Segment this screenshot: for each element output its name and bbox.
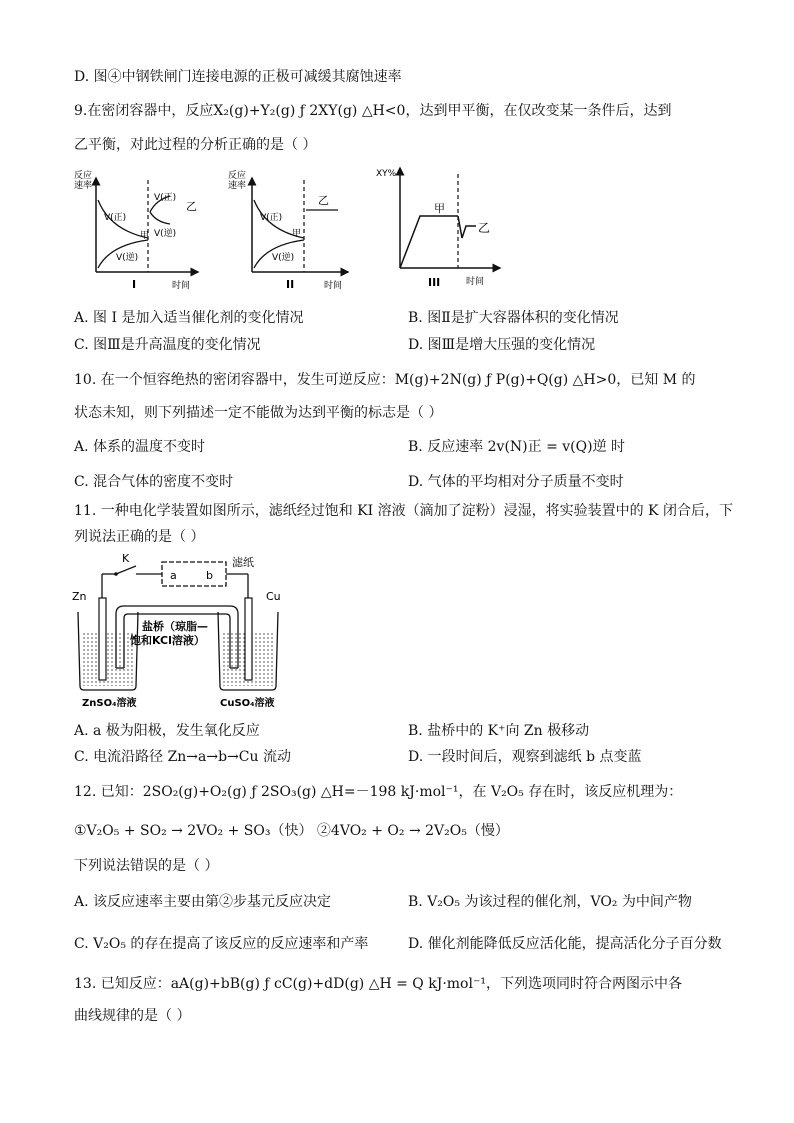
svg-text:V(逆): V(逆) — [272, 253, 295, 263]
svg-text:盐桥（琼脂—: 盐桥（琼脂— — [142, 620, 208, 633]
svg-text:Cu: Cu — [266, 590, 281, 603]
svg-text:Zn: Zn — [72, 590, 87, 603]
svg-text:CuSO₄溶液: CuSO₄溶液 — [220, 698, 275, 709]
q9-figure-3 — [370, 160, 510, 295]
svg-text:ZnSO₄溶液: ZnSO₄溶液 — [82, 698, 137, 709]
q9-option-c: C. 图Ⅲ是升高温度的变化情况 — [74, 337, 261, 353]
svg-text:V(正): V(正) — [260, 213, 283, 223]
q11-stem-line1: 11. 一种电化学装置如图所示，滤纸经过饱和 KI 溶液（滴加了淀粉）浸湿，将实验装置中的 K 闭合后，下 — [74, 503, 733, 519]
q8-option-d: D. 图④中钢铁闸门连接电源的正极可减缓其腐蚀速率 — [74, 69, 402, 85]
svg-text:乙: 乙 — [318, 194, 329, 207]
q9-figure-2 — [226, 160, 356, 295]
svg-text:b: b — [206, 569, 213, 582]
svg-text:V(逆): V(逆) — [116, 253, 139, 263]
svg-text:速率: 速率 — [228, 181, 247, 191]
q9-stem-line2: 乙平衡，对此过程的分析正确的是（ ） — [74, 137, 317, 153]
q12-stem-line2: 下列说法错误的是（ ） — [74, 858, 219, 874]
svg-text:时间: 时间 — [466, 277, 485, 287]
q10-stem-line1: 10. 在一个恒容绝热的密闭容器中，发生可逆反应：M(g)+2N(g) ƒ P(g)+Q(g) △H>0，已知 M 的 — [74, 372, 696, 388]
svg-text:甲: 甲 — [292, 229, 302, 239]
svg-text:V(正): V(正) — [154, 193, 177, 203]
svg-text:时间: 时间 — [324, 281, 343, 291]
q12-option-d: D. 催化剂能降低反应活化能，提高活化分子百分数 — [408, 936, 722, 952]
svg-text:乙: 乙 — [186, 200, 197, 213]
svg-text:甲: 甲 — [434, 202, 445, 215]
q10-option-a: A. 体系的温度不变时 — [74, 439, 206, 455]
svg-text:甲: 甲 — [140, 231, 150, 241]
q11-option-d: D. 一段时间后，观察到滤纸 b 点变蓝 — [408, 749, 642, 765]
svg-text:滤纸: 滤纸 — [232, 556, 254, 569]
q9-stem-line1: 9.在密闭容器中，反应X₂(g)+Y₂(g) ƒ 2XY(g) △H<0，达到甲平衡，在仅改变某一条件后，达到 — [74, 103, 672, 119]
svg-text:I: I — [132, 278, 137, 291]
q9-option-a: A. 图 I 是加入适当催化剂的变化情况 — [74, 310, 304, 326]
svg-text:反应: 反应 — [228, 171, 247, 181]
q12-option-c: C. V₂O₅ 的存在提高了该反应的反应速率和产率 — [74, 936, 369, 952]
svg-text:K: K — [122, 552, 130, 565]
svg-text:V(逆): V(逆) — [154, 229, 177, 239]
svg-text:III: III — [428, 276, 441, 289]
q10-option-c: C. 混合气体的密度不变时 — [74, 474, 234, 490]
q10-stem-line2: 状态未知，则下列描述一定不能做为达到平衡的标志是（ ） — [74, 405, 443, 421]
q13-stem-line2: 曲线规律的是（ ） — [74, 1008, 191, 1024]
q11-option-a: A. a 极为阳极，发生氧化反应 — [74, 723, 260, 739]
svg-text:V(正): V(正) — [104, 213, 127, 223]
svg-text:饱和KCl溶液）: 饱和KCl溶液） — [130, 634, 205, 647]
q10-option-d: D. 气体的平均相对分子质量不变时 — [408, 474, 624, 490]
q12-option-a: A. 该反应速率主要由第②步基元反应决定 — [74, 894, 332, 910]
q11-stem-line2: 列说法正确的是（ ） — [74, 529, 205, 545]
q11-apparatus-figure — [70, 548, 310, 713]
q11-option-c: C. 电流沿路径 Zn→a→b→Cu 流动 — [74, 749, 291, 765]
svg-text:乙: 乙 — [478, 221, 491, 235]
q9-option-d: D. 图Ⅲ是增大压强的变化情况 — [408, 337, 596, 353]
fig1-ylabel1: 反应 — [74, 171, 93, 181]
q10-option-b: B. 反应速率 2v(N)正 = v(Q)逆 时 — [408, 439, 626, 455]
svg-text:XY%: XY% — [376, 169, 397, 179]
q12-mechanism: ①V₂O₅ + SO₂ → 2VO₂ + SO₃（快） ②4VO₂ + O₂ → 2V₂O₅（慢） — [74, 823, 509, 839]
svg-text:时间: 时间 — [172, 281, 191, 291]
q11-option-b: B. 盐桥中的 K⁺向 Zn 极移动 — [408, 723, 590, 739]
svg-text:a: a — [170, 569, 177, 582]
q9-option-b: B. 图Ⅱ是扩大容器体积的变化情况 — [408, 310, 619, 326]
q12-option-b: B. V₂O₅ 为该过程的催化剂，VO₂ 为中间产物 — [408, 894, 692, 910]
q9-figure-1 — [70, 160, 210, 295]
svg-text:II: II — [286, 278, 295, 291]
q13-stem-line1: 13. 已知反应：aA(g)+bB(g) ƒ cC(g)+dD(g) △H = Q kJ·mol⁻¹，下列选项同时符合两图示中各 — [74, 976, 682, 992]
fig1-ylabel2: 速率 — [74, 181, 93, 191]
q12-stem-line1: 12. 已知：2SO₂(g)+O₂(g) ƒ 2SO₃(g) △H=－198 kJ·mol⁻¹，在 V₂O₅ 存在时，该反应机理为： — [74, 784, 683, 800]
